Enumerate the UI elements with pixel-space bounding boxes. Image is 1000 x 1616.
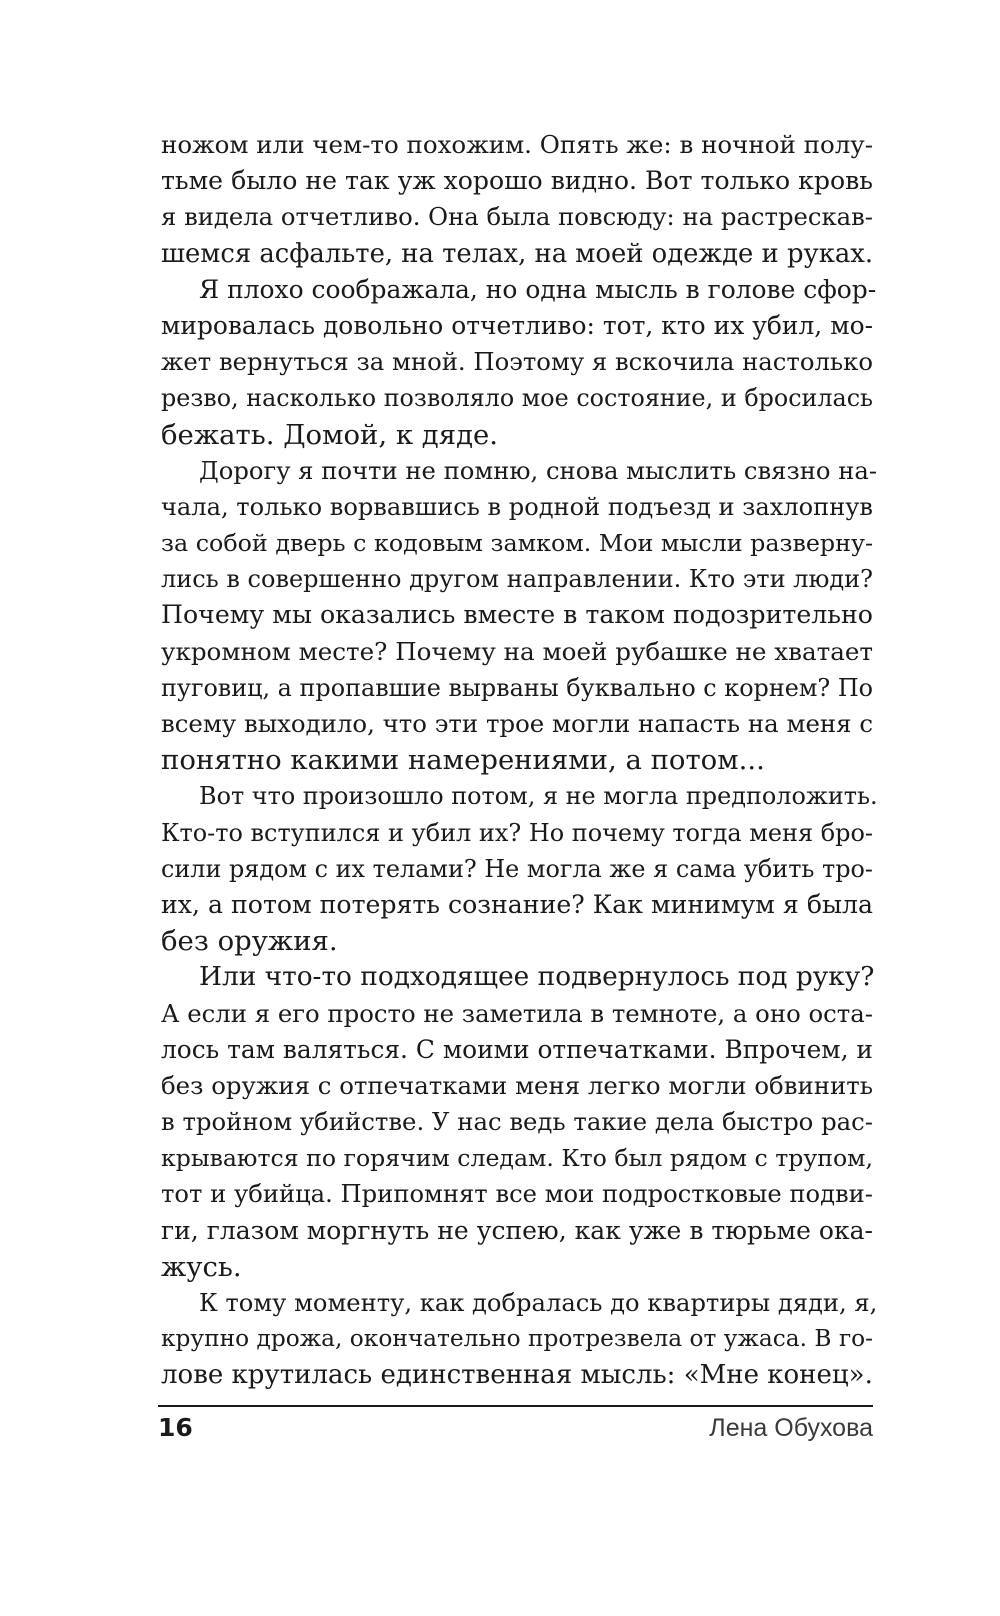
text-line: лове крутилась единственная мысль: «Мне конец». [161, 1360, 873, 1391]
text-line: шемся асфальте, на телах, на моей одежде и руках. [161, 238, 874, 269]
text-line: я видела отчетливо. Она была повсюду: на растрескав- [161, 202, 873, 232]
text-line: их, а потом потерять сознание? Как минимум я была [161, 889, 873, 919]
text-line: крываются по горячим следам. Кто был рядом с трупом, [161, 1144, 873, 1173]
text-line: К тому моменту, как добралась до квартиры дяди, я, [199, 1289, 878, 1317]
text-line: жусь. [161, 1250, 242, 1283]
text-line: лось там валяться. С моими отпечатками. Впрочем, и [161, 1034, 873, 1064]
text-line: Дорогу я почти не помню, снова мыслить связно на- [199, 455, 878, 485]
text-line: в тройном убийстве. У нас ведь такие дела быстро рас- [161, 1107, 873, 1137]
text-line: резво, насколько позволяло мое состояние, и бросилась [161, 384, 873, 413]
text-line: крупно дрожа, окончательно протрезвела от ужаса. В го- [161, 1325, 873, 1353]
text-line: тьме было не так уж хорошо видно. Вот только кровь [161, 166, 873, 196]
text-line: Почему мы оказались вместе в таком подозрительно [161, 600, 873, 630]
text-line: понятно какими намерениями, а потом... [161, 744, 765, 777]
text-line: мировалась довольно отчетливо: тот, кто их убил, мо- [161, 310, 873, 340]
body-text [161, 127, 878, 1394]
page-number: 16 [158, 1413, 193, 1442]
text-line: без оружия с отпечатками меня легко могли обвинить [161, 1070, 873, 1100]
text-line: Кто-то вступился и убил их? Но почему тогда меня бро- [161, 818, 873, 847]
text-line: А если я его просто не заметила в темноте, а оно оста- [161, 998, 873, 1028]
text-line: ги, глазом моргнуть не успею, как уже в тюрьме ока- [161, 1215, 873, 1245]
text-line: бежать. Домой, к дяде. [161, 418, 499, 451]
text-line: жет вернуться за мной. Поэтому я вскочила настолько [161, 347, 873, 377]
text-line: пуговиц, а пропавшие вырваны буквально с корнем? По [161, 673, 873, 702]
running-footer-author: Лена Обухова [709, 1414, 873, 1442]
text-line: сили рядом с их телами? Не могла же я сама убить тро- [161, 854, 873, 883]
text-line: укромном месте? Почему на моей рубашке не хватает [161, 636, 873, 666]
footer-divider [158, 1405, 873, 1407]
text-line: за собой дверь с кодовым замком. Мои мысли разверну- [161, 529, 873, 558]
text-line: Или что-то подходящее подвернулось под руку? [199, 962, 875, 993]
text-line: лись в совершенно другом направлении. Кто эти люди? [161, 565, 873, 594]
text-line: чала, только ворвавшись в родной подъезд и захлопнув [161, 492, 873, 521]
text-line: ножом или чем-то похожим. Опять же: в ночной полу- [161, 130, 873, 159]
text-line: Я плохо соображала, но одна мысль в голове сфор- [199, 274, 877, 304]
text-line: Вот что произошло потом, я не могла предположить. [199, 782, 878, 811]
text-line: без оружия. [161, 925, 338, 958]
text-line: тот и убийца. Припомнят все мои подростковые подви- [161, 1180, 873, 1209]
text-line: всему выходило, что эти трое могли напасть на меня с [161, 709, 873, 738]
